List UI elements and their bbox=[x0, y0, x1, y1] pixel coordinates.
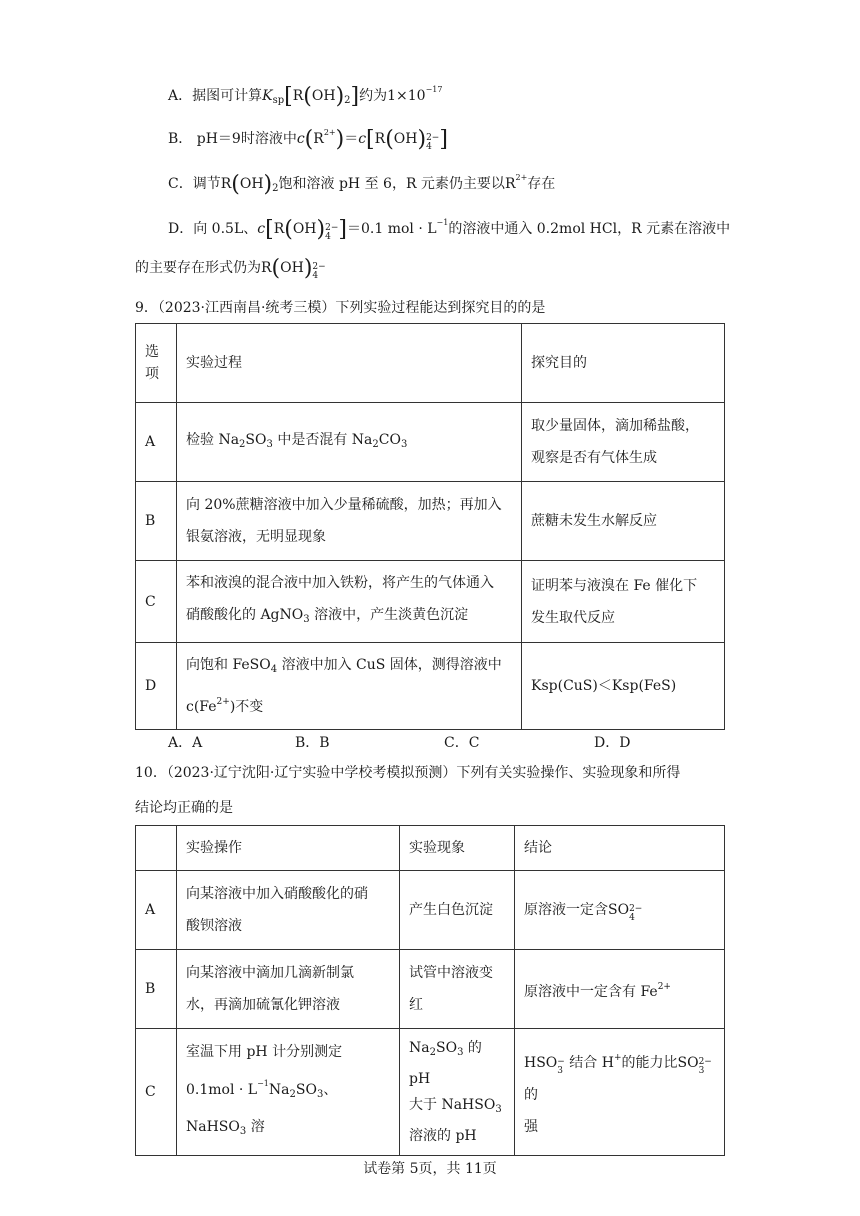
phenomenon-cell: 试管中溶液变 红 bbox=[400, 950, 515, 1029]
conclusion-cell: 原溶液中一定含有 $Fe^{2+}$ bbox=[515, 950, 725, 1029]
q8-option-a: A．据图可计算$K_{sp}[R(OH)_2]$约为$1\times 10^{-17}$ bbox=[168, 84, 443, 109]
conclusion-cell: HSO − 3 结合 H+的能力比SO 2− 3 的 强 bbox=[515, 1029, 725, 1156]
q10-stem-line2: 结论均正确的是 bbox=[135, 800, 233, 816]
table-row bbox=[136, 324, 725, 403]
phenomenon-cell: 产生白色沉淀 bbox=[400, 871, 515, 950]
goal-cell: Ksp(CuS)＜Ksp(FeS) bbox=[522, 643, 725, 730]
option-cell: A bbox=[136, 403, 177, 482]
q9-table bbox=[135, 323, 725, 730]
goal-cell: 蔗糖未发生水解反应 bbox=[522, 482, 725, 561]
table-row bbox=[136, 561, 725, 643]
q8-option-d-cont: 的主要存在形式仍为R(OH) 2− 4 bbox=[135, 256, 326, 281]
option-cell: B bbox=[136, 482, 177, 561]
option-cell: D bbox=[136, 643, 177, 730]
process-cell: 向 20%蔗糖溶液中加入少量稀硫酸，加热；再加入 银氨溶液，无明显现象 bbox=[177, 482, 522, 561]
q8-option-d: D．向 0.5L、c[R(OH) 2− 4 ]＝0.1 mol · $L^{-1}$的溶液中通入 0.2mol HCl，R 元素在溶液中 bbox=[168, 217, 731, 242]
page-footer: 试卷第 5页，共 11页 bbox=[363, 1161, 497, 1177]
goal-cell: 证明苯与液溴在 Fe 催化下 发生取代反应 bbox=[522, 561, 725, 643]
conclusion-cell: 原溶液一定含SO 2− 4 bbox=[515, 871, 725, 950]
q10-table bbox=[135, 825, 725, 1156]
table-row bbox=[136, 950, 725, 1029]
header-cell: 选 项 bbox=[136, 324, 177, 403]
operation-cell: 向某溶液中加入硝酸酸化的硝 酸钡溶液 bbox=[177, 871, 400, 950]
header-cell: 结论 bbox=[515, 826, 725, 871]
phenomenon-cell: $Na_2SO_3$ 的 pH 大于 NaHSO$_3$ 溶液的 pH bbox=[400, 1029, 515, 1156]
q9-choice-a: A．A bbox=[168, 735, 203, 751]
option-cell: C bbox=[136, 561, 177, 643]
option-cell: B bbox=[136, 950, 177, 1029]
table-row bbox=[136, 826, 725, 871]
table-row bbox=[136, 482, 725, 561]
q8-option-b: B． pH＝9时溶液中$c(R^{2+})=c[R(OH)$ 2− 4 ] bbox=[168, 127, 448, 152]
q8-option-c: C．调节$R(OH)_2$饱和溶液 pH 至 6，R 元素仍主要以$R^{2+}$存在 bbox=[168, 172, 556, 197]
table-row bbox=[136, 403, 725, 482]
q10-stem-line1: 10．（2023·辽宁沈阳·辽宁实验中学校考模拟预测）下列有关实验操作、实验现象和所得 bbox=[135, 765, 681, 781]
header-cell bbox=[136, 826, 177, 871]
process-cell: 检验 $Na_2SO_3$ 中是否混有 $Na_2CO_3$ bbox=[177, 403, 522, 482]
process-cell: 苯和液溴的混合液中加入铁粉，将产生的气体通入 硝酸酸化的 AgNO$_3$ 溶液中，产生淡黄色沉淀 bbox=[177, 561, 522, 643]
header-cell: 实验操作 bbox=[177, 826, 400, 871]
header-cell: 探究目的 bbox=[522, 324, 725, 403]
operation-cell: 室温下用 pH 计分别测定 $0.1mol \cdot L^{-1}Na_2SO_3$、NaHSO$_3$ 溶 bbox=[177, 1029, 400, 1156]
q9-choice-c: C．C bbox=[444, 735, 480, 751]
q9-stem: 9．（2023·江西南昌·统考三模）下列实验过程能达到探究目的的是 bbox=[135, 300, 546, 316]
header-cell: 实验过程 bbox=[177, 324, 522, 403]
table-row bbox=[136, 1029, 725, 1156]
header-cell: 实验现象 bbox=[400, 826, 515, 871]
option-cell: A bbox=[136, 871, 177, 950]
option-cell: C bbox=[136, 1029, 177, 1156]
table-row bbox=[136, 871, 725, 950]
goal-cell: 取少量固体，滴加稀盐酸， 观察是否有气体生成 bbox=[522, 403, 725, 482]
table-row bbox=[136, 643, 725, 730]
q9-choice-d: D．D bbox=[594, 735, 631, 751]
process-cell: 向饱和 FeSO$_4$ 溶液中加入 CuS 固体，测得溶液中 $c(Fe^{2+})$不变 bbox=[177, 643, 522, 730]
q9-choice-b: B．B bbox=[295, 735, 330, 751]
operation-cell: 向某溶液中滴加几滴新制氯 水，再滴加硫氰化钾溶液 bbox=[177, 950, 400, 1029]
